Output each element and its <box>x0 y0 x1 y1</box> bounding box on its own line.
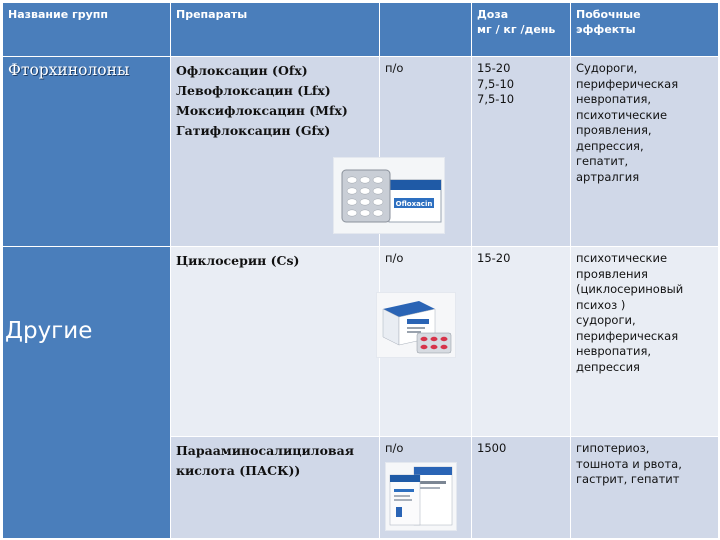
drug-name: Циклосерин (Cs) <box>176 253 300 268</box>
header-row <box>3 3 719 57</box>
package-label: Ofloxacin <box>395 200 433 208</box>
dose-value: 7,5-10 <box>477 92 515 106</box>
cycloserine-package-image <box>376 292 456 358</box>
header-route <box>380 3 472 57</box>
dose-cell <box>472 247 571 437</box>
table-row <box>3 247 719 437</box>
pas-package-image <box>385 462 457 531</box>
group-cell <box>3 57 171 247</box>
group-cell <box>3 247 171 539</box>
route-cell: п/о <box>380 247 472 437</box>
drug-name: кислота (ПАСК)) <box>176 463 301 478</box>
ofloxacin-package-image <box>333 157 445 234</box>
drug-name: Левофлоксацин (Lfx) <box>176 83 331 98</box>
dose-cell <box>472 57 571 247</box>
route-cell: п/о <box>380 57 472 247</box>
route-cell: п/о <box>380 437 472 539</box>
drugs-cell <box>171 437 380 539</box>
dose-value: 1500 <box>477 441 507 455</box>
effects-cell: гипотериоз, тошнота и рвота, гастрит, гепатит <box>571 437 719 539</box>
effects-cell: Судороги, периферическая невропатия, психотические проявления, депрессия, гепатит, артралгия <box>571 57 719 247</box>
group-title: Фторхинолоны <box>8 61 130 79</box>
dose-value: 15-20 <box>477 251 511 265</box>
header-effects: Побочные эффекты <box>571 3 719 57</box>
drug-table <box>2 2 719 539</box>
drug-name: Гатифлоксацин (Gfx) <box>176 123 331 138</box>
dose-cell <box>472 437 571 539</box>
header-dose: Доза мг / кг /день <box>472 3 571 57</box>
dose-value: 15-20 <box>477 61 511 75</box>
group-title: Другие <box>5 318 93 344</box>
drug-name: Офлоксацин (Ofx) <box>176 63 308 78</box>
dose-value: 7,5-10 <box>477 76 515 91</box>
header-drugs: Препараты <box>171 3 380 57</box>
drug-name: Парааминосалициловая <box>176 443 354 458</box>
header-group: Название групп <box>3 3 171 57</box>
drugs-cell <box>171 247 380 437</box>
drug-name: Моксифлоксацин (Mfx) <box>176 103 348 118</box>
effects-cell: психотические проявления (циклосериновый психоз ) судороги, периферическая невропатия, депрессия <box>571 247 719 437</box>
